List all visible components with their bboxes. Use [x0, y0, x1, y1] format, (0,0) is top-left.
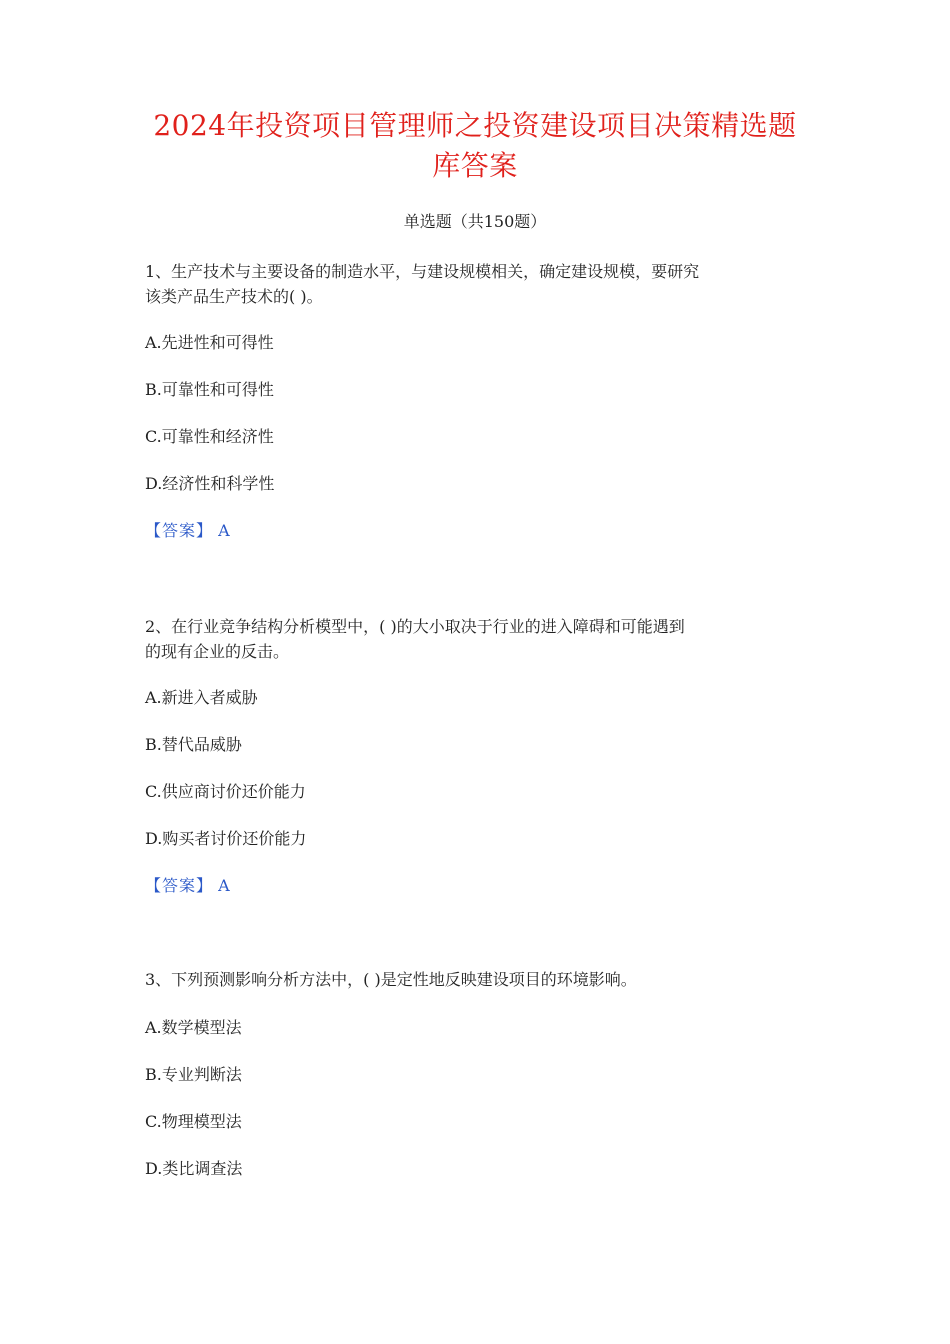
question-1-stem-line-1: 1、生产技术与主要设备的制造水平，与建设规模相关，确定建设规模，要研究	[145, 262, 700, 281]
question-3-option-d: D.类比调查法	[145, 1159, 243, 1178]
answer-label: 【答案】	[145, 876, 214, 895]
document-title	[120, 106, 830, 186]
question-2-option-d: D.购买者讨价还价能力	[145, 829, 307, 848]
question-2-option-b: B.替代品威胁	[145, 735, 242, 754]
answer-label: 【答案】	[145, 521, 214, 540]
answer-value: A	[218, 876, 230, 895]
question-3-option-c: C.物理模型法	[145, 1112, 242, 1131]
question-1-option-a: A.先进性和可得性	[145, 333, 274, 352]
question-2-stem-line-1: 2、在行业竞争结构分析模型中，( )的大小取决于行业的进入障碍和可能遇到	[145, 617, 685, 636]
question-2-answer	[145, 873, 815, 899]
section-subtitle: 单选题（共150题）	[403, 212, 547, 231]
question-2-option-c: C.供应商讨价还价能力	[145, 782, 306, 801]
title-line-2: 库答案	[432, 149, 518, 182]
question-1-answer	[145, 518, 815, 544]
answer-value: A	[218, 521, 230, 540]
question-2-stem-line-2: 的现有企业的反击。	[145, 642, 290, 661]
question-1-option-b: B.可靠性和可得性	[145, 380, 274, 399]
question-2-option-a: A.新进入者威胁	[145, 688, 258, 707]
question-1-option-d: D.经济性和科学性	[145, 474, 275, 493]
question-3-stem: 3、下列预测影响分析方法中，( )是定性地反映建设项目的环境影响。	[145, 970, 637, 989]
question-3-option-a: A.数学模型法	[145, 1018, 242, 1037]
question-1-stem-line-2: 该类产品生产技术的( )。	[145, 287, 323, 306]
question-3-option-b: B.专业判断法	[145, 1065, 242, 1084]
question-1-option-c: C.可靠性和经济性	[145, 427, 274, 446]
title-line-1: 2024年投资项目管理师之投资建设项目决策精选题	[153, 109, 797, 142]
